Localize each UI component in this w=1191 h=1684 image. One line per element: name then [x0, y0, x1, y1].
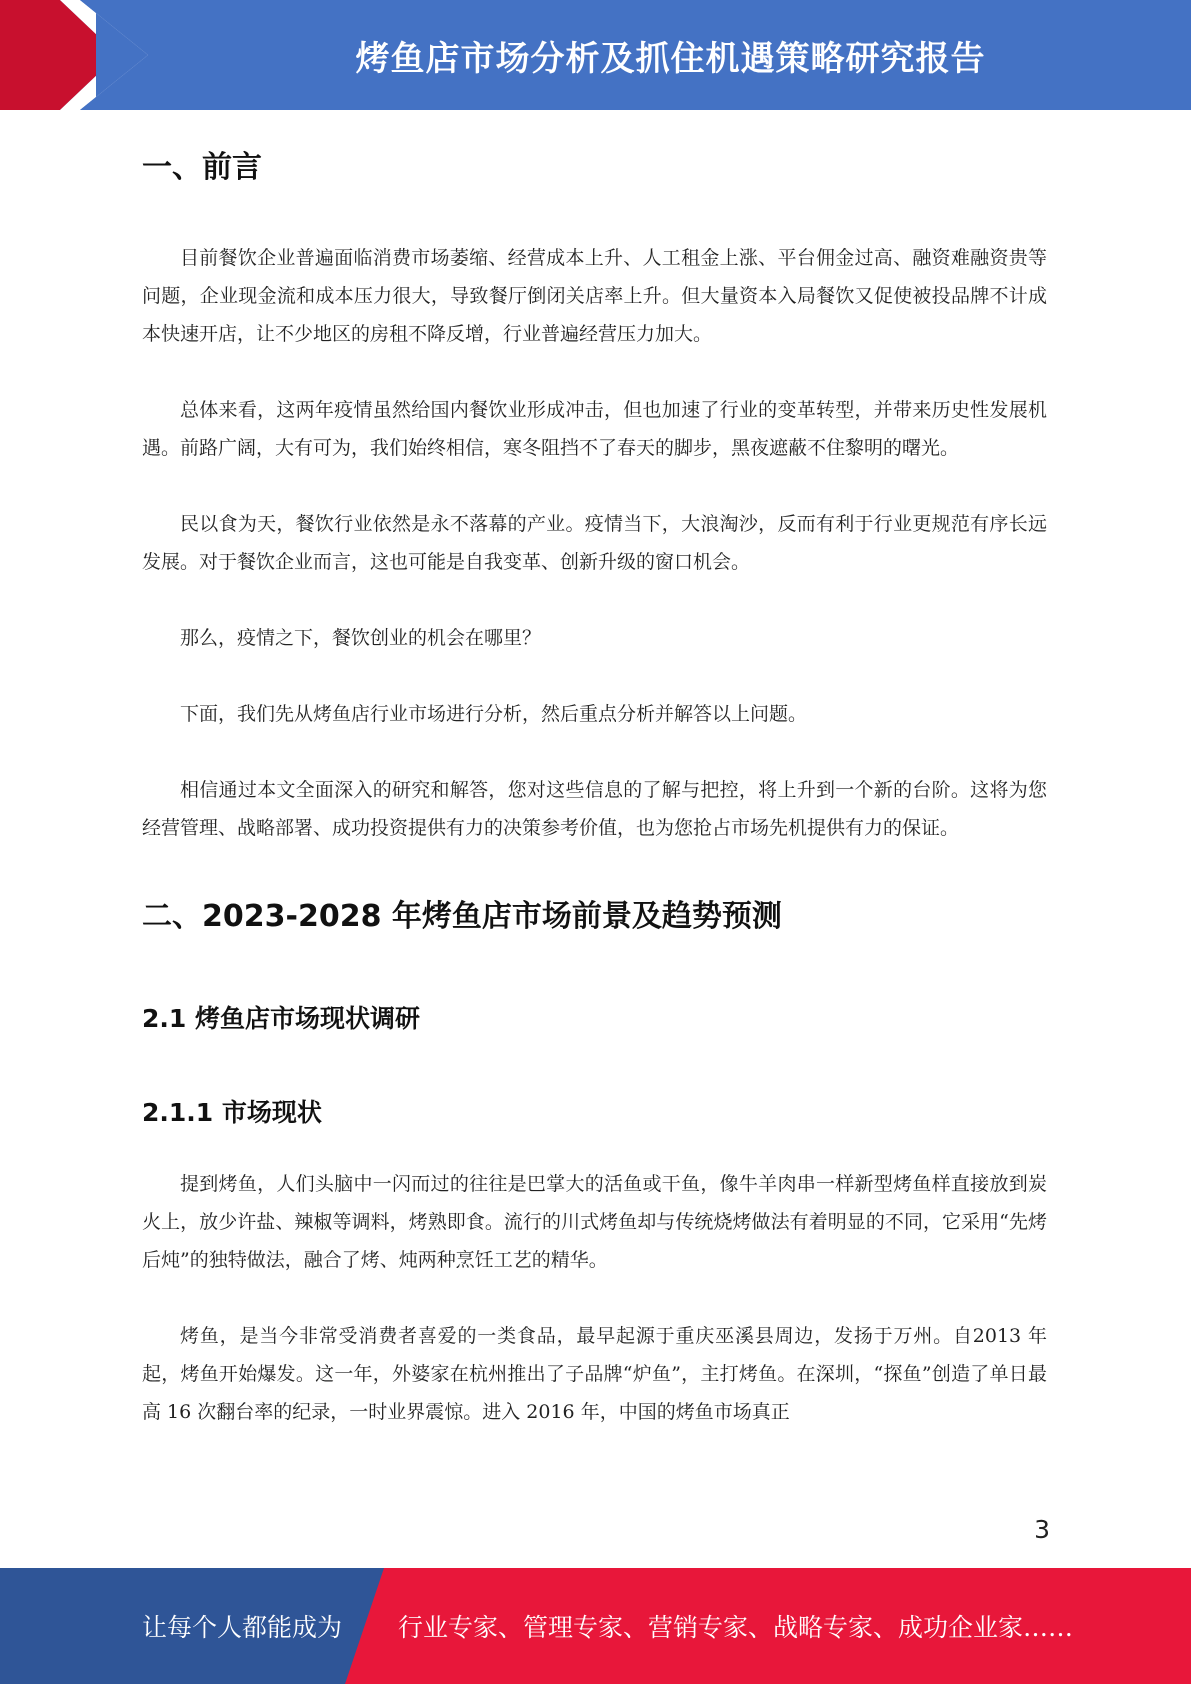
- subsection-heading: 2.1 烤鱼店市场现状调研: [142, 1004, 420, 1033]
- subsection-heading: 2.1.1 市场现状: [142, 1098, 322, 1127]
- header-banner: [0, 0, 1191, 110]
- paragraph: 相信通过本文全面深入的研究和解答，您对这些信息的了解与把控，将上升到一个新的台阶。这将为您经营管理、战略部署、成功投资提供有力的决策参考价值，也为您抢占市场先机提供有力的保证。: [142, 779, 1047, 839]
- paragraph: 烤鱼，是当今非常受消费者喜爱的一类食品，最早起源于重庆巫溪县周边，发扬于万州。自2013 年起，烤鱼开始爆发。这一年，外婆家在杭州推出了子品牌“炉鱼”，主打烤鱼。在深圳，“探鱼”创造了单日最高 16 次翻台率的纪录，一时业界震惊。进入 2016 年，中国的烤鱼市场真正: [142, 1325, 1047, 1423]
- paragraph: 提到烤鱼，人们头脑中一闪而过的往往是巴掌大的活鱼或干鱼，像牛羊肉串一样新型烤鱼样直接放到炭火上，放少许盐、辣椒等调料，烤熟即食。流行的川式烤鱼却与传统烧烤做法有着明显的不同，它采用“先烤后炖”的独特做法，融合了烤、炖两种烹饪工艺的精华。: [142, 1173, 1047, 1271]
- paragraph: 民以食为天，餐饮行业依然是永不落幕的产业。疫情当下，大浪淘沙，反而有利于行业更规范有序长远发展。对于餐饮企业而言，这也可能是自我变革、创新升级的窗口机会。: [142, 513, 1047, 573]
- paragraph: 那么，疫情之下，餐饮创业的机会在哪里？: [180, 627, 542, 649]
- document-body: [142, 130, 1047, 1431]
- paragraph: 下面，我们先从烤鱼店行业市场进行分析，然后重点分析并解答以上问题。: [180, 703, 808, 725]
- section-heading-forecast: 二、2023-2028 年烤鱼店市场前景及趋势预测: [142, 899, 782, 934]
- page-number: 3: [1034, 1515, 1050, 1544]
- section-heading-preface: 一、前言: [142, 150, 262, 185]
- footer-slogan-right: 行业专家、管理专家、营销专家、战略专家、成功企业家……: [398, 1613, 1074, 1642]
- footer-banner: [0, 1568, 1191, 1684]
- paragraph: 总体来看，这两年疫情虽然给国内餐饮业形成冲击，但也加速了行业的变革转型，并带来历史性发展机遇。前路广阔，大有可为，我们始终相信，寒冬阻挡不了春天的脚步，黑夜遮蔽不住黎明的曙光。: [142, 399, 1047, 459]
- paragraph: 目前餐饮企业普遍面临消费市场萎缩、经营成本上升、人工租金上涨、平台佣金过高、融资难融资贵等问题，企业现金流和成本压力很大，导致餐厅倒闭关店率上升。但大量资本入局餐饮又促使被投品牌不计成本快速开店，让不少地区的房租不降反增，行业普遍经营压力加大。: [142, 247, 1047, 345]
- document-title: 烤鱼店市场分析及抓住机遇策略研究报告: [355, 38, 986, 79]
- footer-slogan-left: 让每个人都能成为: [142, 1613, 343, 1642]
